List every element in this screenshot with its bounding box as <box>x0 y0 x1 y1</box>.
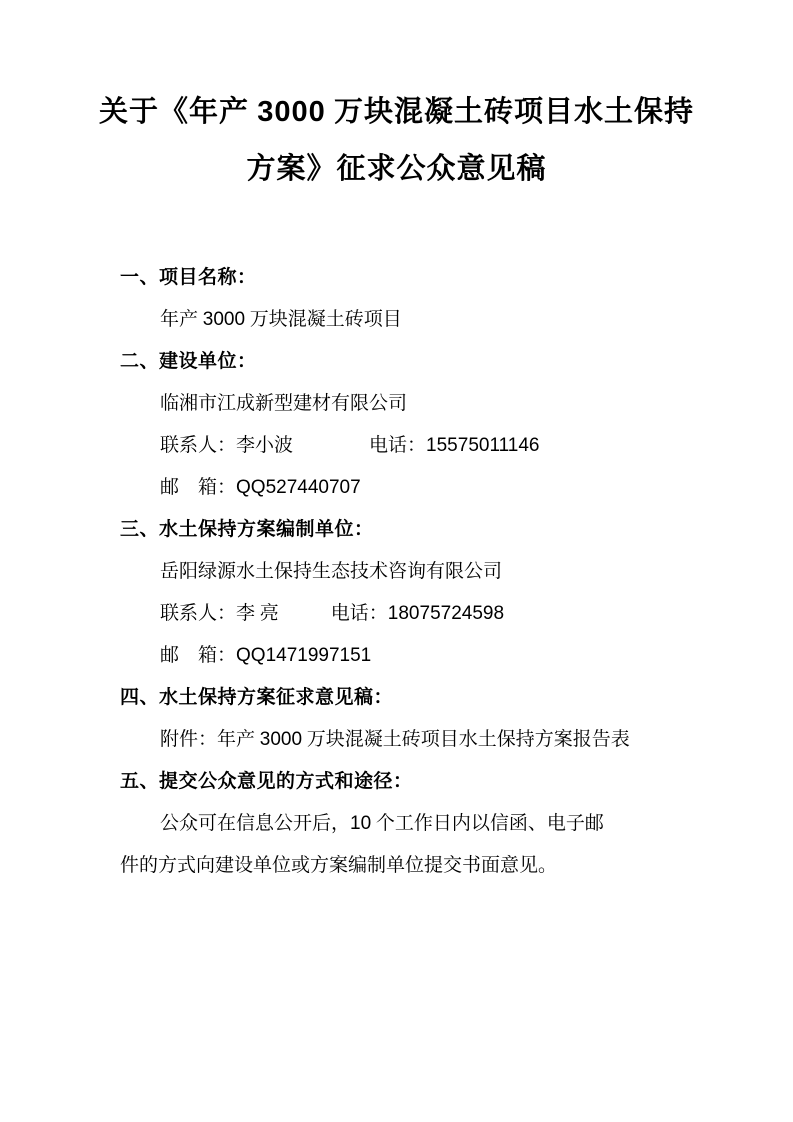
feedback-paragraph-line-2: 件的方式向建设单位或方案编制单位提交书面意见。 <box>120 855 558 876</box>
project-name-line <box>120 299 680 341</box>
attachment-line <box>120 719 680 761</box>
consultant-contact-line <box>120 593 680 635</box>
phone-number: 15575011146 <box>426 435 540 456</box>
contact-label: 联系人： <box>160 435 237 456</box>
phone-group <box>369 435 539 456</box>
contact-name: 李 亮 <box>236 603 279 624</box>
email-value: QQ527440707 <box>236 477 361 498</box>
section-1-heading: 一、项目名称： <box>120 267 257 288</box>
document-title <box>40 84 753 198</box>
section-2-heading: 二、建设单位： <box>120 351 257 372</box>
construction-company-line: 临湘市江成新型建材有限公司 <box>160 393 408 414</box>
title-line-2: 方案》征求公众意见稿 <box>246 153 547 185</box>
email-value: QQ1471997151 <box>236 645 372 666</box>
feedback-paragraph-line-1 <box>120 803 680 845</box>
section-5-heading: 五、提交公众意见的方式和途径： <box>120 771 413 792</box>
attachment-pre: 附件：年产 <box>160 729 260 750</box>
attachment-post: 万块混凝土砖项目水土保持方案报告表 <box>302 729 630 750</box>
section-3-heading: 三、水土保持方案编制单位： <box>120 519 374 540</box>
contact-label: 联系人： <box>160 603 237 624</box>
attachment-capacity-number: 3000 <box>259 729 303 750</box>
consultant-email-line <box>120 635 680 677</box>
phone-group <box>331 603 504 624</box>
construction-contact-line <box>120 425 680 467</box>
title-capacity-number: 3000 <box>257 96 326 128</box>
consultant-company-line: 岳阳绿源水土保持生态技术咨询有限公司 <box>160 561 503 582</box>
section-4-heading: 四、水土保持方案征求意见稿： <box>120 687 394 708</box>
phone-label: 电话： <box>330 603 388 624</box>
construction-email-line <box>120 467 680 509</box>
feedback-days-number: 10 <box>350 813 372 834</box>
title-line-1 <box>40 84 753 141</box>
email-label: 邮 箱： <box>160 645 237 666</box>
project-capacity-number: 3000 <box>202 309 246 330</box>
project-name-post: 万块混凝土砖项目 <box>245 309 402 330</box>
feedback-post: 个工作日内以信函、电子邮 <box>371 813 604 834</box>
feedback-pre: 公众可在信息公开后， <box>160 813 351 834</box>
title-line-1-pre: 关于《年产 <box>98 96 258 128</box>
phone-label: 电话： <box>369 435 427 456</box>
project-name-pre: 年产 <box>160 309 203 330</box>
title-line-1-post: 万块混凝土砖项目水土保持 <box>325 96 695 128</box>
contact-name: 李小波 <box>236 435 294 456</box>
email-label: 邮 箱： <box>160 477 237 498</box>
phone-number: 18075724598 <box>387 603 505 624</box>
document-body <box>120 257 680 887</box>
